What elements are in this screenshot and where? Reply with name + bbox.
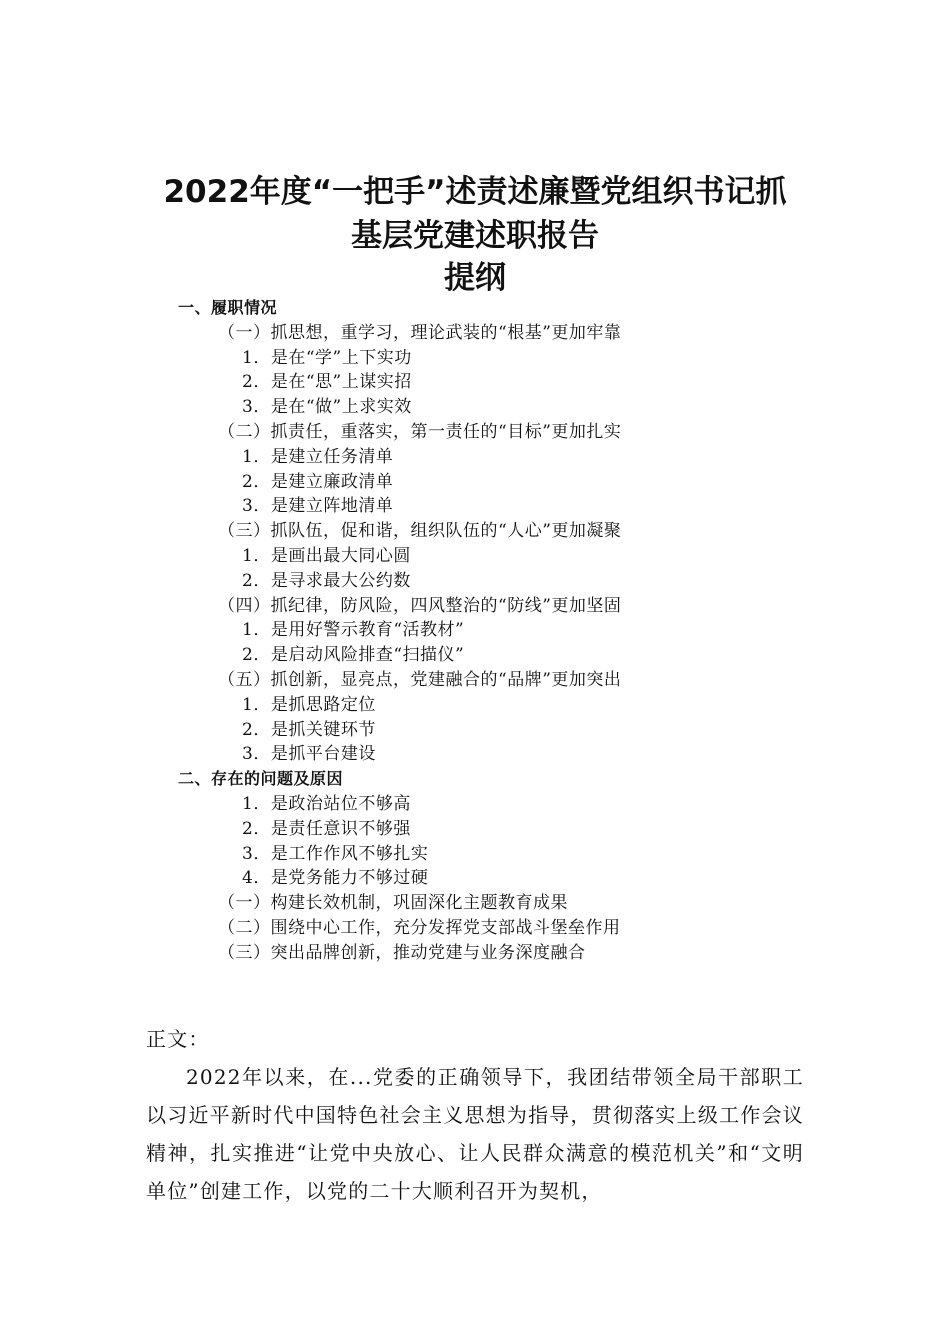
outline-heading: 一、履职情况 [178, 298, 278, 317]
outline-subheading: （一）构建长效机制，巩固深化主题教育成果 [218, 893, 568, 914]
outline-item: 2．是建立廉政清单 [242, 471, 394, 492]
document-title-line-2: 基层党建述职报告 [351, 218, 599, 254]
outline-item: 2．是在“思”上谋实招 [242, 372, 412, 393]
outline-subheading: （二）围绕中心工作，充分发挥党支部战斗堡垒作用 [218, 917, 621, 938]
outline-item: 2．是责任意识不够强 [242, 818, 411, 839]
outline-item: 1．是画出最大同心圆 [242, 545, 411, 566]
outline-subheading: （三）抓队伍，促和谐，组织队伍的“人心”更加凝聚 [218, 521, 622, 542]
outline-list [0, 296, 950, 966]
outline-item: 1．是抓思路定位 [242, 694, 376, 715]
document-title-line-3: 提纲 [444, 260, 506, 296]
outline-item: 1．是政治站位不够高 [242, 793, 411, 814]
body-paragraph: 2022年以来，在...党委的正确领导下，我团结带领全局干部职工以习近平新时代中国特色社会主义思想为指导，贯彻落实上级工作会议精神，扎实推进“让党中央放心、让人民群众满意的模范机关”和“文明单位”创建工作，以党的二十大顺利召开为契机， [146, 1065, 804, 1203]
outline-item: 1．是用好警示教育“活教材” [242, 620, 465, 641]
outline-item: 2．是启动风险排查“扫描仪” [242, 645, 465, 666]
outline-item: 2．是寻求最大公约数 [242, 570, 411, 591]
outline-item: 3．是在“做”上求实效 [242, 397, 412, 418]
outline-item: 3．是抓平台建设 [242, 744, 376, 765]
body-label: 正文： [146, 1027, 210, 1051]
outline-subheading: （五）抓创新，显亮点，党建融合的“品牌”更加突出 [218, 669, 622, 690]
outline-item: 3．是建立阵地清单 [242, 496, 394, 517]
outline-subheading: （一）抓思想，重学习，理论武装的“根基”更加牢靠 [218, 322, 622, 343]
outline-subheading: （二）抓责任，重落实，第一责任的“目标”更加扎实 [218, 421, 622, 442]
outline-heading: 二、存在的问题及原因 [178, 769, 344, 789]
outline-item: 1．是在“学”上下实功 [242, 347, 412, 368]
outline-subheading: （四）抓纪律，防风险，四风整治的“防线”更加坚固 [218, 595, 622, 616]
outline-item: 2．是抓关键环节 [242, 719, 376, 740]
document-title-line-1: 2022年度“一把手”述责述廉暨党组织书记抓 [163, 174, 787, 210]
outline-item: 1．是建立任务清单 [242, 446, 394, 467]
outline-subheading: （三）突出品牌创新，推动党建与业务深度融合 [218, 942, 586, 963]
outline-item: 4．是党务能力不够过硬 [242, 868, 429, 889]
outline-item: 3．是工作作风不够扎实 [242, 843, 429, 864]
